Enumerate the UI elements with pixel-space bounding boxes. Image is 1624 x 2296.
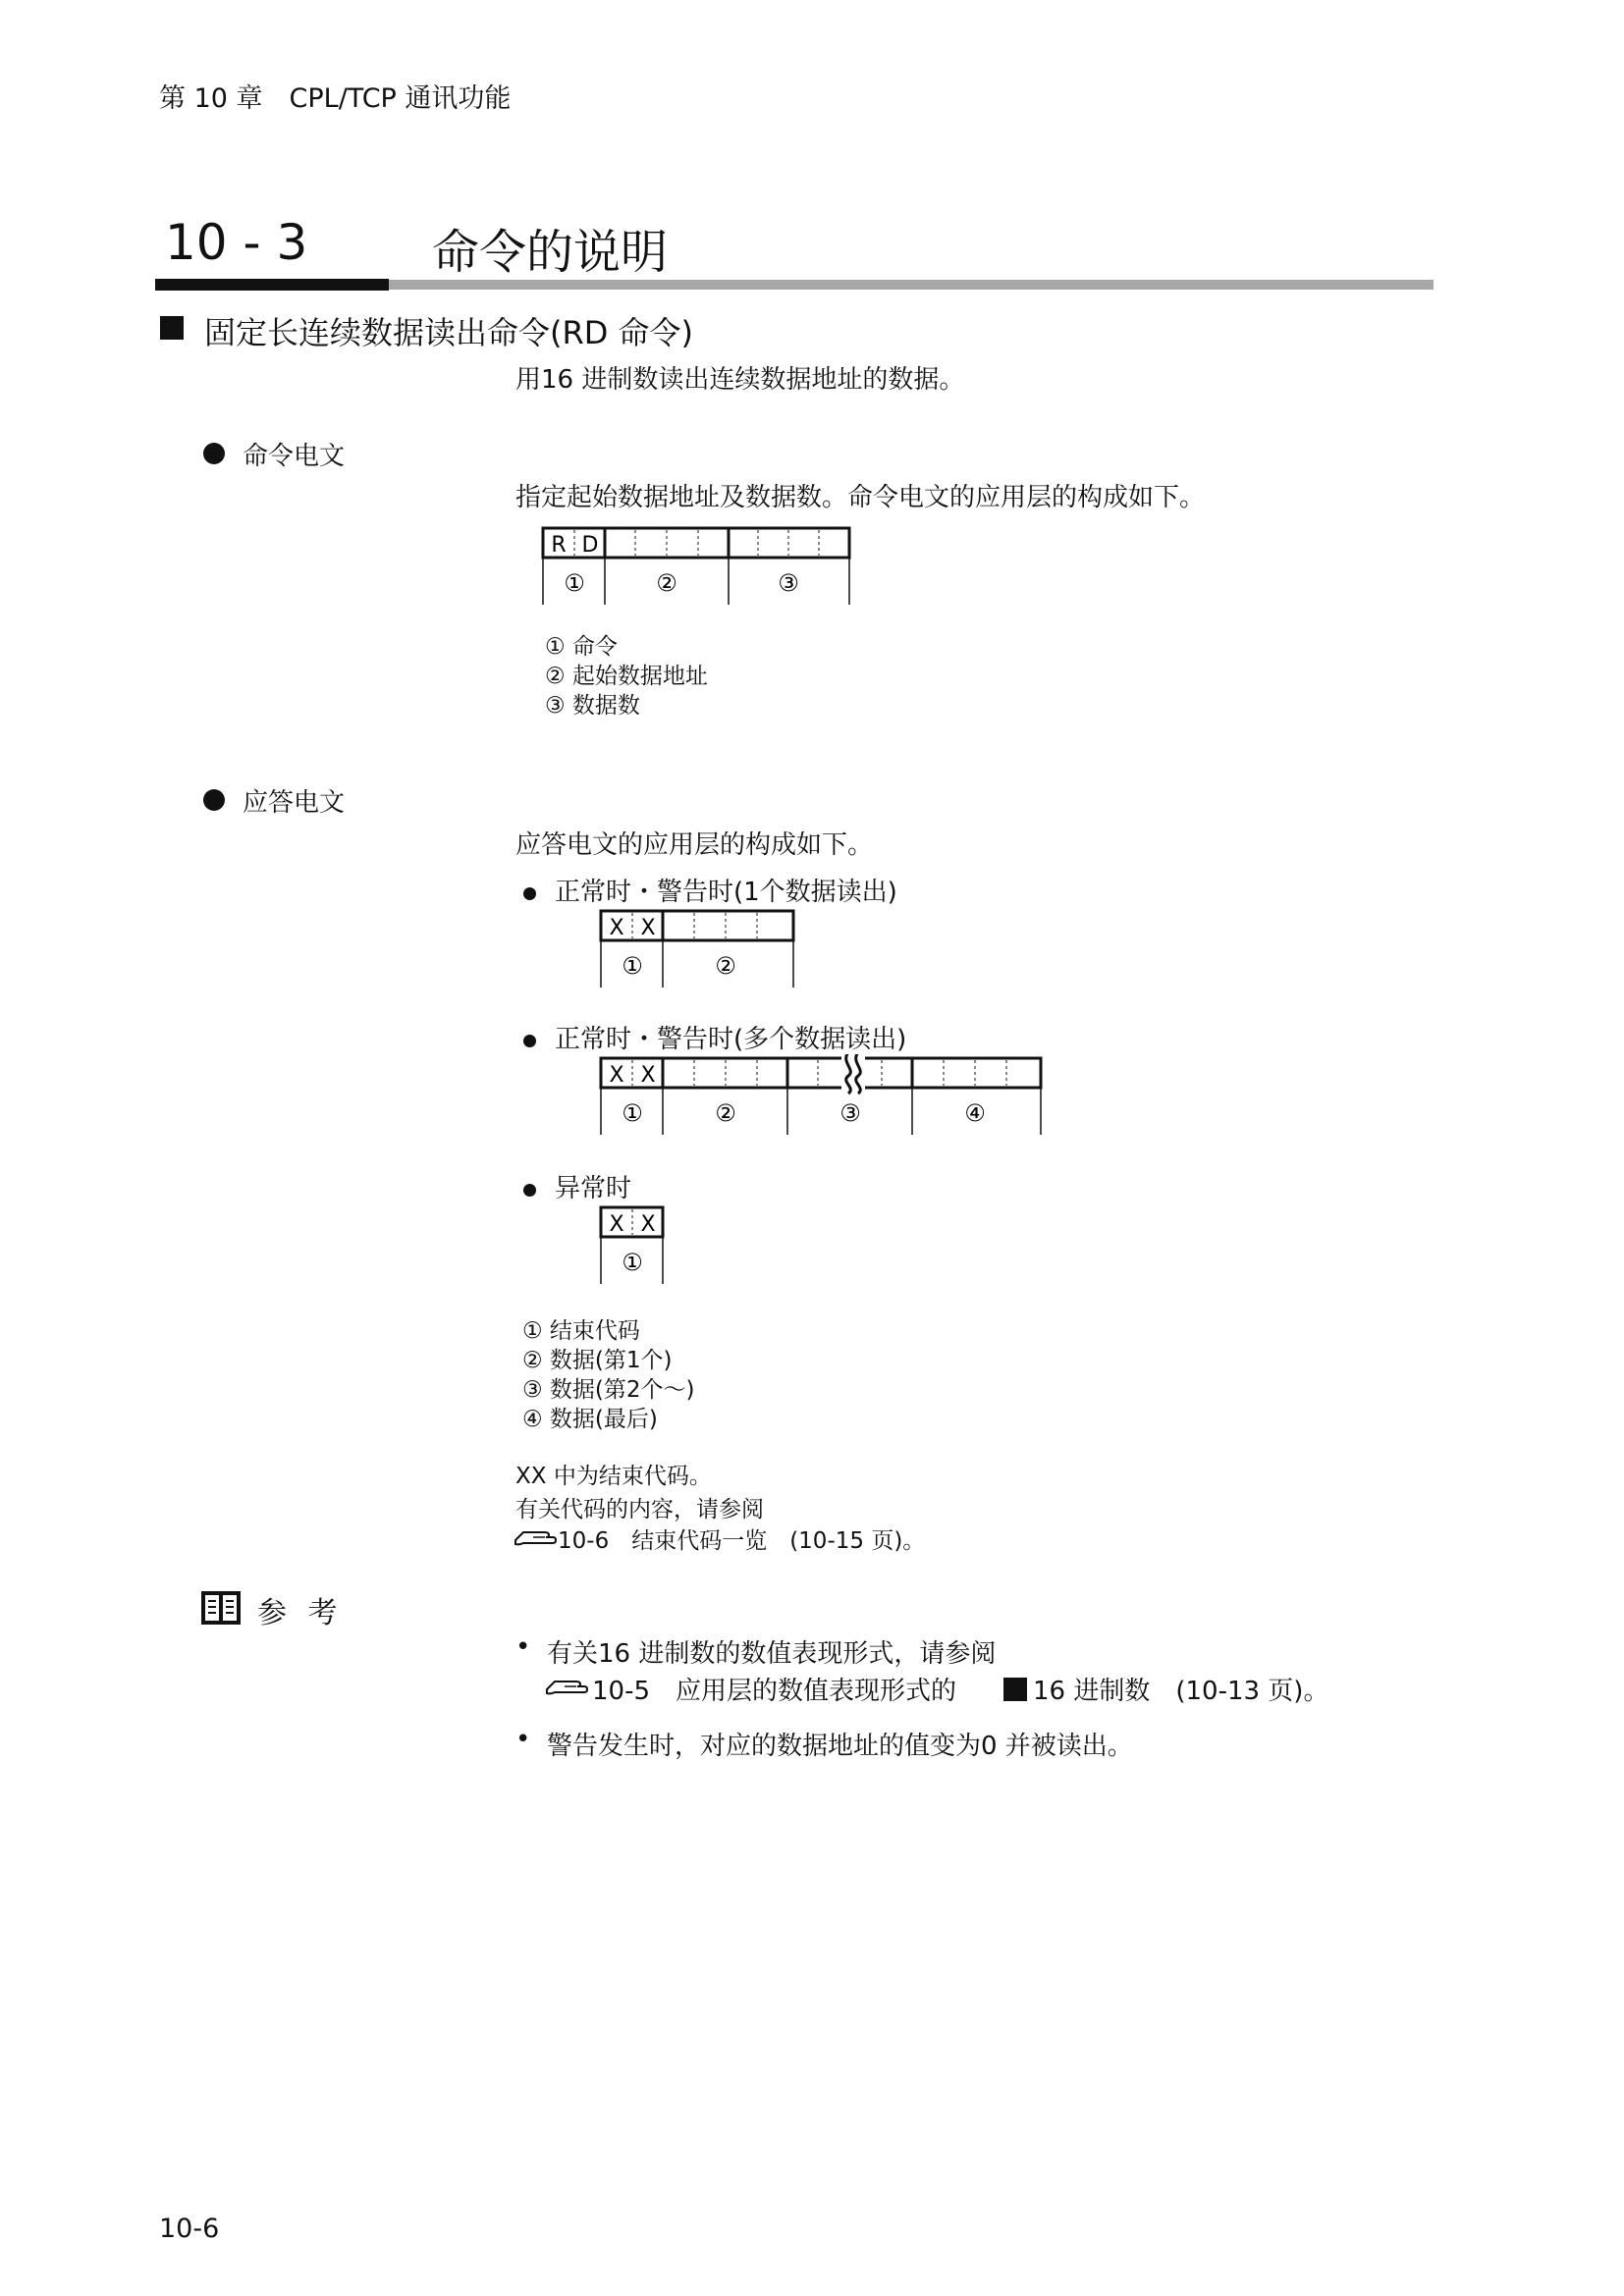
case-label-error: 异常时 [555,1174,632,1203]
frame-char: D [581,533,599,558]
case-label-multi: 正常时・警告时(多个数据读出) [555,1025,907,1054]
black-square-icon [1003,1678,1027,1701]
bullet-circle-icon [523,1184,536,1197]
reference-bullet: • [515,1632,531,1662]
reference-item-1: 有关16 进制数的数值表现形式，请参阅 [547,1639,997,1669]
section-title: 命令的说明 [432,225,669,280]
field-marker: ① [622,1249,643,1276]
reference-item-1-ref-a[interactable]: 10-5 应用层的数值表现形式的 [592,1677,957,1706]
field-marker: ② [715,1099,736,1127]
subsection-title: 固定长连续数据读出命令(RD 命令) [204,314,694,351]
field-marker: ③ [839,1099,861,1127]
bullet-circle-icon [203,789,225,811]
frame-char: X [609,916,624,940]
open-book-icon [199,1589,243,1627]
reference-item-2: 警告发生时，对应的数据地址的值变为0 并被读出。 [547,1732,1133,1761]
pointing-hand-icon [514,1526,557,1548]
section-rule-gray [389,280,1434,290]
field-marker: ② [715,952,736,980]
field-marker: ③ [778,569,799,597]
command-description: 指定起始数据地址及数据数。命令电文的应用层的构成如下。 [515,483,1206,512]
command-legend-1: ① 命令 [545,634,618,660]
response-legend-4: ④ 数据(最后) [522,1407,658,1432]
response-note-1: XX 中为结束代码。 [515,1464,712,1489]
response-frame-single [593,907,799,989]
field-marker: ① [564,569,585,597]
command-frame-diagram [535,524,859,607]
response-description: 应答电文的应用层的构成如下。 [515,830,874,860]
response-legend-3: ③ 数据(第2个～) [522,1377,695,1403]
frame-char: X [640,1063,656,1088]
subsection-intro: 用16 进制数读出连续数据地址的数据。 [515,365,965,395]
bullet-circle-icon [523,1035,536,1047]
command-heading: 命令电文 [243,442,346,471]
frame-char: X [640,916,656,940]
response-heading: 应答电文 [243,788,346,818]
black-square-icon [160,316,184,340]
bullet-circle-icon [203,443,225,464]
section-number: 10 - 3 [165,214,308,271]
response-frame-multi [593,1054,1045,1137]
section-rule-dark [155,279,389,291]
page-number: 10-6 [159,2214,220,2244]
field-marker: ① [622,952,643,980]
response-frame-error [593,1203,672,1286]
reference-item-1-ref-b[interactable]: 16 进制数 (10-13 页)。 [1033,1677,1329,1706]
command-legend-3: ③ 数据数 [545,693,640,719]
pointing-hand-icon [545,1676,588,1697]
reference-bullet: • [515,1725,531,1754]
command-legend-2: ② 起始数据地址 [545,664,708,689]
bullet-circle-icon [523,887,536,900]
field-marker: ① [622,1099,643,1127]
response-note-ref[interactable]: 10-6 结束代码一览 (10-15 页)。 [558,1528,926,1554]
case-label-single: 正常时・警告时(1个数据读出) [555,878,897,907]
response-legend-1: ① 结束代码 [522,1318,640,1344]
response-note-2: 有关代码的内容，请参阅 [515,1497,764,1522]
frame-char: X [640,1212,656,1237]
field-marker: ② [656,569,677,597]
frame-char: R [551,533,567,558]
frame-char: X [609,1063,624,1088]
response-legend-2: ② 数据(第1个) [522,1348,673,1373]
frame-char: X [609,1212,624,1237]
reference-heading: 参 考 [257,1596,344,1630]
chapter-header: 第 10 章 CPL/TCP 通讯功能 [159,83,512,114]
field-marker: ④ [964,1099,986,1127]
